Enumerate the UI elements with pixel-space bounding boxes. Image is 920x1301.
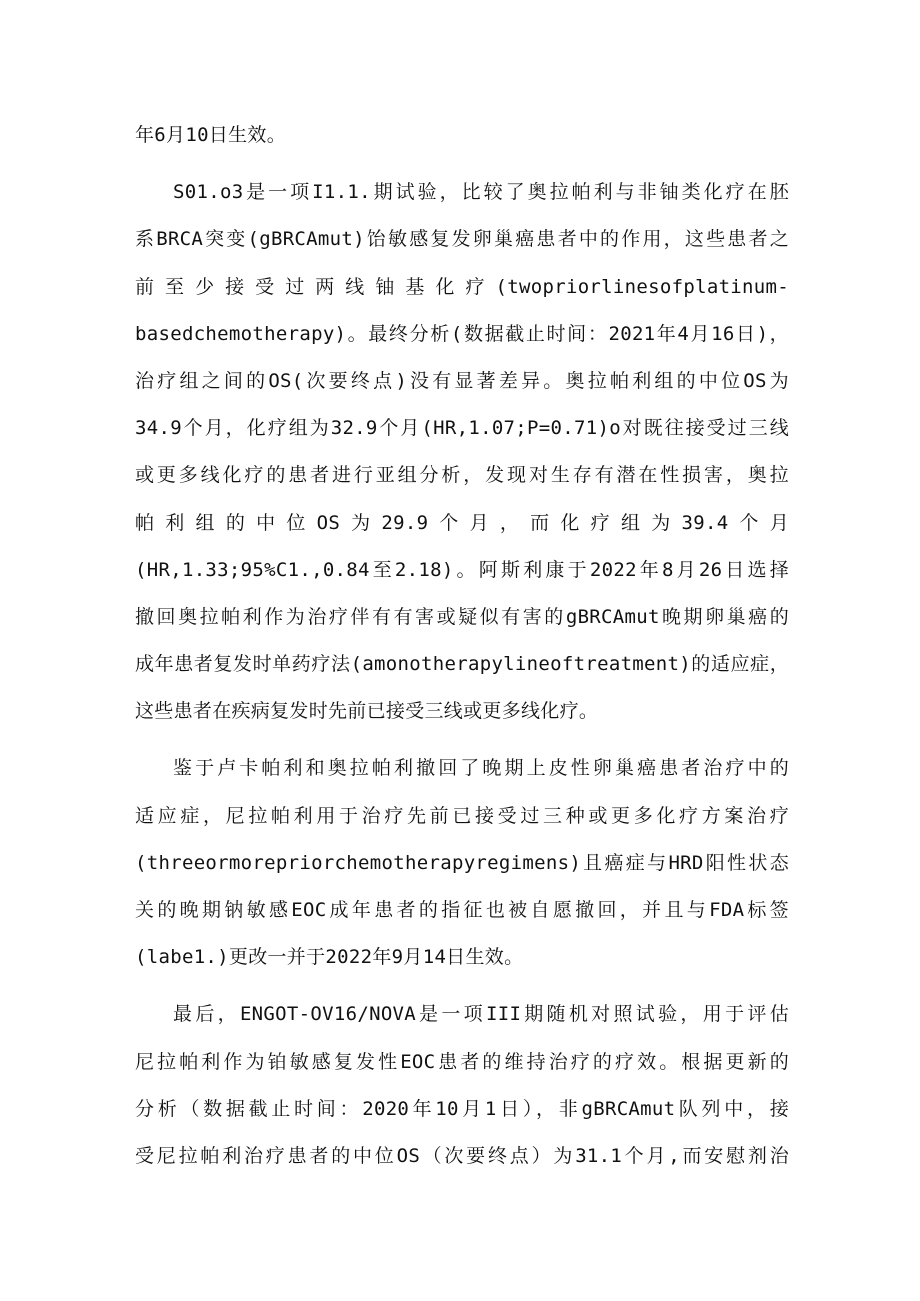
- text-line: 受尼拉帕利治疗患者的中位OS（次要终点）为31.1个月,而安慰剂治: [135, 1144, 789, 1167]
- text-line: 撤回奥拉帕利作为治疗伴有有害或疑似有害的gBRCAmut晚期卵巢癌的: [135, 605, 789, 628]
- text-line: 帕利组的中位OS为29.9个月，而化疗组为39.4个月: [135, 511, 789, 534]
- text-line: 34.9个月，化疗组为32.9个月(HR,1.07;P=0.71)o对既往接受过三线: [135, 417, 789, 440]
- text-line: 尼拉帕利作为铂敏感复发性EOC患者的维持治疗的疗效。根据更新的: [135, 1050, 789, 1073]
- text-line: 关的晚期钠敏感EOC成年患者的指征也被自愿撤回，并且与FDA标签: [135, 899, 789, 921]
- text-line: 治疗组之间的OS(次要终点)没有显著差异。奥拉帕利组的中位OS为: [135, 369, 789, 392]
- text-line: (threeormorepriorchemotherapyregimens)且癌症与HRD阳性状态: [135, 851, 789, 874]
- text-line: 分析（数据截止时间：2020年10月1日），非gBRCAmut队列中，接: [135, 1097, 789, 1120]
- text-line: 适应症，尼拉帕利用于治疗先前已接受过三种或更多化疗方案治疗: [135, 804, 789, 827]
- text-line: 成年患者复发时单药疗法(amonotherapylineoftreatment)的适应症，: [135, 653, 789, 676]
- text-line: (HR,1.33;95%C1.,0.84至2.18)。阿斯利康于2022年8月26日选择: [135, 558, 789, 581]
- text-line: 最后，ENGOT-OV16/NOVA是一项III期随机对照试验，用于评估: [173, 1003, 789, 1026]
- paragraph-gap: [135, 981, 789, 991]
- text-line: 系BRCA突变(gBRCAmut)饴敏感复发卵巢癌患者中的作用，这些患者之: [135, 228, 789, 251]
- paragraph-gap: [135, 735, 789, 745]
- text-line: 年6月10日生效。: [135, 124, 287, 146]
- text-line: 鉴于卢卡帕利和奥拉帕利撤回了晚期上皮性卵巢癌患者治疗中的: [173, 757, 789, 780]
- document-body: [135, 112, 789, 1180]
- paragraph-gap: [135, 159, 789, 169]
- text-line: 前至少接受过两线铀基化疗(twopriorlinesofplatinum-: [135, 275, 789, 298]
- text-line: 这些患者在疾病复发时先前已接受三线或更多线化疗。: [135, 700, 599, 723]
- text-line: (labe1.)更改一并于2022年9月14日生效。: [135, 946, 524, 969]
- text-line: S01.o3是一项I1.1.期试验，比较了奥拉帕利与非铀类化疗在胚: [173, 181, 789, 204]
- text-line: basedchemotherapy)。最终分析(数据截止时间：2021年4月16日)，: [135, 322, 789, 345]
- text-line: 或更多线化疗的患者进行亚组分析，发现对生存有潜在性损害，奥拉: [135, 464, 789, 487]
